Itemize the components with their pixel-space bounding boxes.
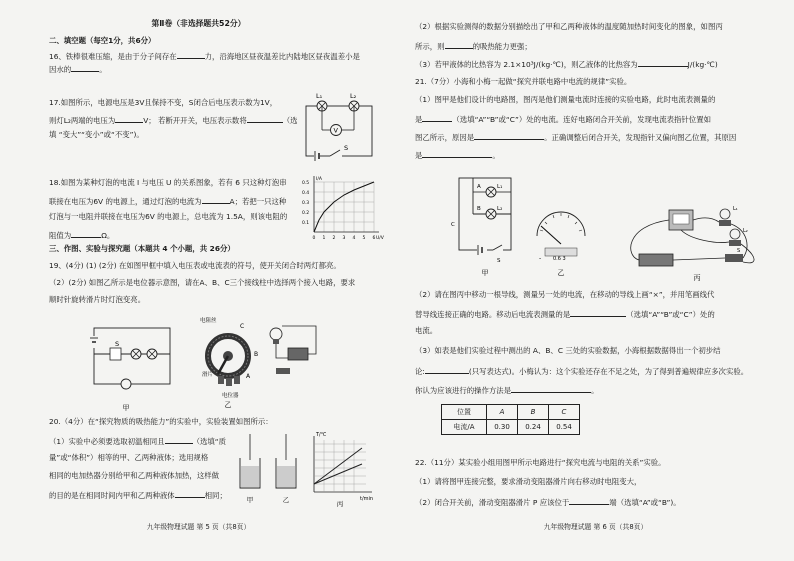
table-cell: 电流/A (442, 420, 487, 435)
lbl-huapian: 滑片 (202, 372, 214, 378)
q22-p2: （2）闭合开关前，滑动变阻器滑片 P 应该位于 端（选填“A”或“B”)。 (415, 498, 681, 507)
fig20-jia: 甲 (246, 496, 254, 504)
q21-p2-line1: （2）请在图丙中移动一根导线，测量另一处的电流，在移动的导线上画“×”，并用笔画线代 (415, 290, 715, 299)
fig-label-jia: 甲 (481, 269, 489, 277)
q18-line3: 灯泡与一电阻并联接在电压为6V 的电源上，总电流为 1.5A，则该电阻的 (49, 212, 288, 221)
fig-label-bing: 丙 (693, 274, 701, 282)
q19-line1: 19、(4分) (1) (2分) 在如图甲框中填入电压表或电流表的符号，使开关闭合时两灯都亮。 (49, 261, 341, 270)
lbl-dianzuosi: 电阻丝 (200, 318, 217, 324)
heating-graph (314, 432, 373, 508)
q18-line2: 联接在电压为6V 的电源上，通过灯泡的电流为 A；若把一只这种 (49, 197, 287, 206)
lbl-v: V (333, 126, 338, 135)
fig20-bing: 丙 (336, 500, 344, 508)
lbl-l1: L₁ (733, 206, 738, 212)
x-tick-label: 2 (332, 236, 336, 241)
q18-line1: 18.如图为某种灯泡的电流 I 与电压 U 的关系图象，若有 6 只这种灯泡串 (49, 178, 287, 187)
q18-line4: 阻值为 Ω。 (49, 231, 115, 240)
q21-ammeter-yi (531, 200, 591, 278)
q21-p2-line3: 电流。 (415, 326, 438, 335)
q22-p1: （1）请将图甲连接完整，要求滑动变阻器滑片向右移动时电阻变大， (415, 477, 642, 486)
q20-blank1[interactable] (165, 435, 193, 444)
x-tick-label: 6 (372, 236, 376, 241)
q16-line2: 因水的 。 (49, 65, 107, 74)
q18-iu-graph (302, 176, 382, 240)
q20-part2-line1: （2）根据实验测得的数据分别描绘出了甲和乙两种液体的温度随加热时间变化的图象，如图丙 (415, 22, 723, 31)
q17-blank2[interactable] (247, 114, 283, 123)
q19-line3: 顺时针旋转滑片时灯泡变亮。 (49, 295, 146, 304)
lbl-s: S (497, 258, 501, 264)
meter-sign: - (539, 255, 542, 262)
lbl-s: S (344, 144, 349, 152)
q16-blank2[interactable] (71, 63, 99, 72)
q17-line3: 填 “变大”“变小”或“不变”)。 (49, 130, 144, 139)
lbl-l2: L₂ (350, 92, 357, 100)
battery-icon (288, 348, 308, 360)
q21-p3-line3: 你认为应该进行的操作方法是 。 (415, 386, 599, 395)
lbl-s: S (737, 248, 741, 254)
page-footer-6: 九年级物理试题 第 6 页（共8页） (543, 523, 648, 531)
table-cell: 0.30 (487, 420, 518, 435)
y-tick-label: 0.4 (302, 191, 310, 196)
bulb-icon (270, 328, 282, 340)
q21-p1-line3: 图乙所示，原因是 。正确调整后闭合开关，发现指针又偏向图乙位置，其原因 (415, 133, 737, 142)
q21-blank6[interactable] (511, 384, 591, 393)
fig-label-yi: 乙 (557, 269, 565, 277)
x-tick-label: 0 (312, 236, 316, 241)
q21-blank1[interactable] (422, 113, 452, 122)
q21-p2-line2: 替导线连接正确的电路。移动后电流表测量的是 （选填“A”“B”或“C”）处的 (415, 310, 715, 319)
table-header-row (442, 405, 580, 420)
q21-circuit-bing (621, 196, 771, 286)
lbl-b: B (477, 206, 481, 212)
fig20-xlabel: t/min (360, 496, 374, 502)
meter-box-1[interactable] (110, 348, 121, 360)
table-cell: A (487, 405, 518, 420)
lbl-l1: L₁ (497, 184, 503, 190)
lbl-l2: L₂ (743, 228, 748, 234)
q20-line5: 的目的是在相同时间内甲和乙两种液体 相同； (49, 491, 227, 500)
x-tick-label: 4 (352, 236, 356, 241)
q17-line2: 则灯L₂两端的电压为 V； 若断开开关，电压表示数将 （选 (49, 116, 298, 125)
fig-label-jia: 甲 (122, 404, 130, 412)
table-cell: C (549, 405, 580, 420)
q20-blank4[interactable] (638, 58, 688, 67)
table-cell: B (518, 405, 549, 420)
q21-p1-line2: 是 （选填“A”“B”或“C”）处的电流。连好电路闭合开关前，发现电流表指针位置如 (415, 115, 711, 124)
q21-p1-line1: （1）图甲是他们设计的电路图，图丙是他们测量电流时连接的实验电路，此时电流表测量的 (415, 95, 716, 104)
lbl-l1: L₁ (316, 92, 323, 100)
q21-circuit-jia (449, 170, 519, 280)
switch-icon (276, 368, 290, 374)
needle-icon (541, 226, 561, 244)
battery-icon (639, 254, 673, 266)
q17-blank1[interactable] (115, 114, 143, 123)
x-tick-label: 5 (362, 236, 366, 241)
q20-line2: （1）实验中必须要选取初温相同且 （选填“质 (49, 437, 226, 446)
q17-circuit-diagram (300, 92, 380, 164)
q21-p3-line1: （3）如表是他们实验过程中测出的 A、B、C 三处的实验数据，小海根据数据得出一个初步结 (415, 346, 721, 355)
bulb-l1-icon (720, 209, 730, 219)
y-axis-label: I/A (316, 177, 322, 182)
q20-line4: 相同的电加热器分别给甲和乙两种液体加热，这样做 (49, 471, 219, 480)
q21-blank4[interactable] (570, 308, 626, 317)
q20-part2-line2: 所示，则 的吸热能力更强； (415, 42, 532, 51)
x-tick-label: 3 (342, 236, 346, 241)
q21-p3-line2: 论: (只写表达式)。小梅认为：这个实验还存在不足之处，为了得到普遍规律应多次实验。 (415, 367, 749, 376)
lbl-a: A (477, 184, 481, 190)
q17-line1: 17.如图所示，电源电压是3V且保持不变，S闭合后电压表示数为1V， (49, 98, 278, 107)
q22-intro: 22.（11分）某实验小组用图甲所示电路进行“探究电流与电阻的关系”实验。 (415, 458, 666, 467)
q19-line2: （2）(2分) 如图乙所示是电位器示意图，请在A、B、C三个接线柱中选择两个接入电路，要求 (49, 278, 356, 287)
bulb-l2-icon (730, 229, 740, 239)
fig20-ylabel: T/℃ (316, 432, 327, 438)
q18-blank1[interactable] (202, 195, 230, 204)
y-tick-label: 0.3 (302, 201, 310, 206)
q21-data-table (441, 404, 580, 435)
q16-line1: 16、铁棒很难压缩，是由于分子间存在 力，沿海地区昼夜温差比内陆地区昼夜温差小是 (49, 52, 360, 61)
lbl-b: B (254, 351, 259, 358)
q21-p1-line4: 是 。 (415, 151, 500, 160)
lbl-c: C (451, 222, 455, 228)
meter-circle[interactable] (121, 379, 131, 389)
lbl-c: C (240, 323, 245, 330)
lbl-a: A (246, 373, 251, 380)
slider-icon (218, 356, 228, 374)
table-cell: 位置 (442, 405, 487, 420)
table-cell: 0.24 (518, 420, 549, 435)
q19-potentiometer-yi (196, 312, 326, 407)
page-6 (397, 0, 794, 561)
q21-blank5[interactable] (425, 365, 469, 374)
q20-blank2[interactable] (175, 489, 205, 498)
q20-blank3[interactable] (445, 40, 473, 49)
section-title: 第Ⅱ卷（非选择题共52分） (151, 19, 246, 28)
q20-line3: 量”或“体积”）相等的甲、乙两种液体；选用规格 (49, 453, 209, 462)
y-tick-label: 0.2 (302, 211, 310, 216)
q21-blank2[interactable] (474, 131, 544, 140)
q20-part3: （3）若甲液体的比热容为 2.1×10³J/(kg·℃)，则乙液体的比热容为 J/(kg·℃) (415, 60, 718, 69)
x-tick-label: 1 (322, 236, 326, 241)
meter-ticks: 0.6 3 (553, 256, 566, 262)
q20-apparatus (236, 430, 376, 510)
lbl-dianweiqi: 电位器 (222, 393, 239, 399)
section-experiments: 三、作图、实验与探究题（本题共 4 个小题，共 26分） (49, 244, 235, 253)
table-cell: 0.54 (549, 420, 580, 435)
y-tick-label: 0.1 (302, 221, 310, 226)
lbl-s: S (115, 340, 120, 348)
q18-blank2[interactable] (71, 229, 101, 238)
page-footer-5: 九年级物理试题 第 5 页（共8页） (146, 523, 251, 531)
fig20-yi: 乙 (282, 496, 290, 504)
q21-intro: 21.（7分）小海和小梅一起做“探究并联电路中电流的规律”实验。 (415, 77, 632, 86)
x-axis-label: U/V (376, 236, 384, 241)
q19-circuit-jia (88, 322, 178, 412)
lbl-l2: L₂ (497, 206, 503, 212)
q21-blank3[interactable] (422, 149, 492, 158)
switch-icon (725, 254, 743, 262)
q20-line1: 20.（4分）在“探究物质的吸热能力”的实验中，实验装置如图所示： (49, 417, 273, 426)
q22-blank1[interactable] (569, 496, 609, 505)
q16-blank1[interactable] (177, 50, 205, 59)
fig-label-yi: 乙 (224, 401, 232, 409)
y-tick-label: 0.5 (302, 181, 310, 186)
table-row (442, 420, 580, 435)
section-fill-blank: 二、填空题（每空1分，共6分） (49, 36, 156, 45)
